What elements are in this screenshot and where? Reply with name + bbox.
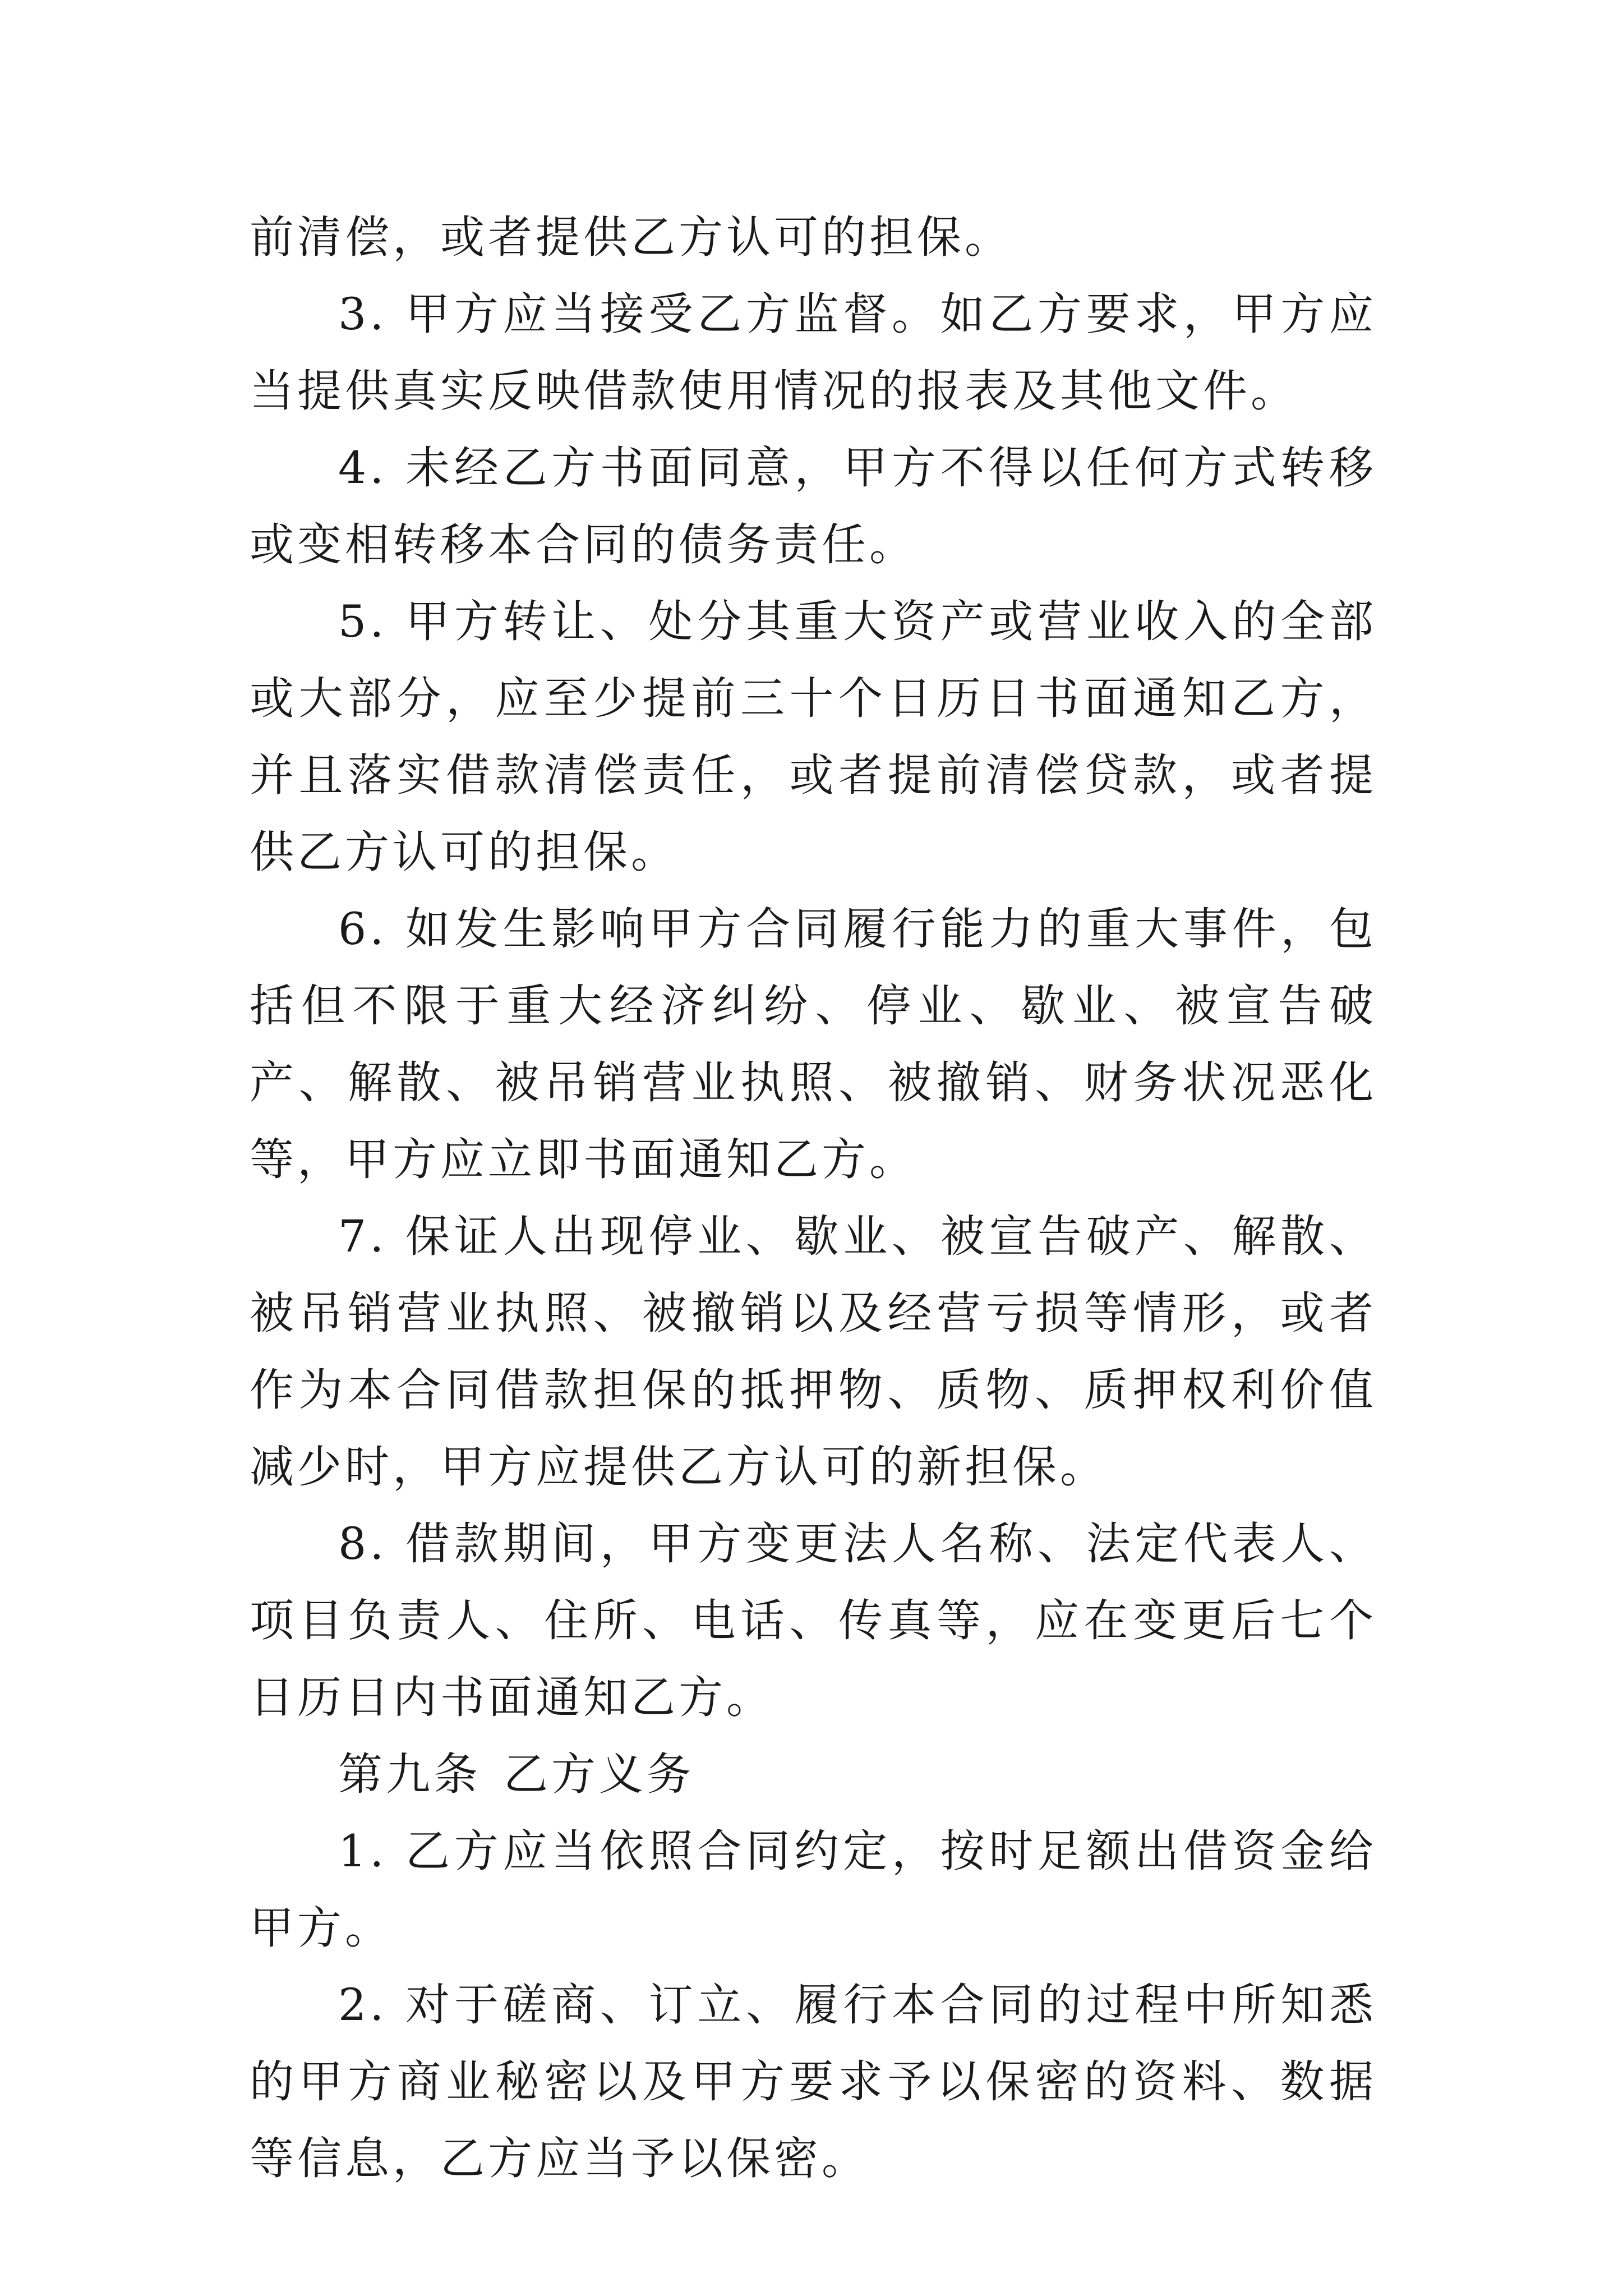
- paragraph-item-4: 4. 未经乙方书面同意，甲方不得以任何方式转移或变相转移本合同的债务责任。: [250, 442, 1377, 570]
- article-heading: [250, 1736, 1377, 1813]
- paragraph-item-8: 8. 借款期间，甲方变更法人名称、法定代表人、项目负责人、住所、电话、传真等，应在变更后七个日历日内书面通知乙方。: [250, 1518, 1377, 1723]
- article-item-2: 2. 对于磋商、订立、履行本合同的过程中所知悉的甲方商业秘密以及甲方要求予以保密的资料、数据等信息，乙方应当予以保密。: [250, 1979, 1377, 2184]
- paragraph-item-6: 6. 如发生影响甲方合同履行能力的重大事件，包括但不限于重大经济纠纷、停业、歇业、被宣告破产、解散、被吊销营业执照、被撤销、财务状况恶化等，甲方应立即书面通知乙方。: [250, 903, 1377, 1185]
- article-item-1: 1. 乙方应当依照合同约定，按时足额出借资金给甲方。: [250, 1825, 1377, 1954]
- paragraph-item-5: 5. 甲方转让、处分其重大资产或营业收入的全部或大部分，应至少提前三十个日历日书面通知乙方，并且落实借款清偿责任，或者提前清偿贷款，或者提供乙方认可的担保。: [250, 596, 1377, 878]
- paragraph-continuation: 前清偿，或者提供乙方认可的担保。: [250, 211, 1012, 263]
- paragraph-item-3: 3. 甲方应当接受乙方监督。如乙方要求，甲方应当提供真实反映借款使用情况的报表及其他文件。: [250, 288, 1377, 417]
- article-number: 第九条: [338, 1749, 481, 1800]
- paragraph-item-7: 7. 保证人出现停业、歇业、被宣告破产、解散、被吊销营业执照、被撤销以及经营亏损等情形，或者作为本合同借款担保的抵押物、质物、质押权利价值减少时，甲方应提供乙方认可的新担保。: [250, 1211, 1377, 1493]
- article-title: 乙方义务: [504, 1749, 694, 1800]
- document-body: [250, 199, 1377, 2197]
